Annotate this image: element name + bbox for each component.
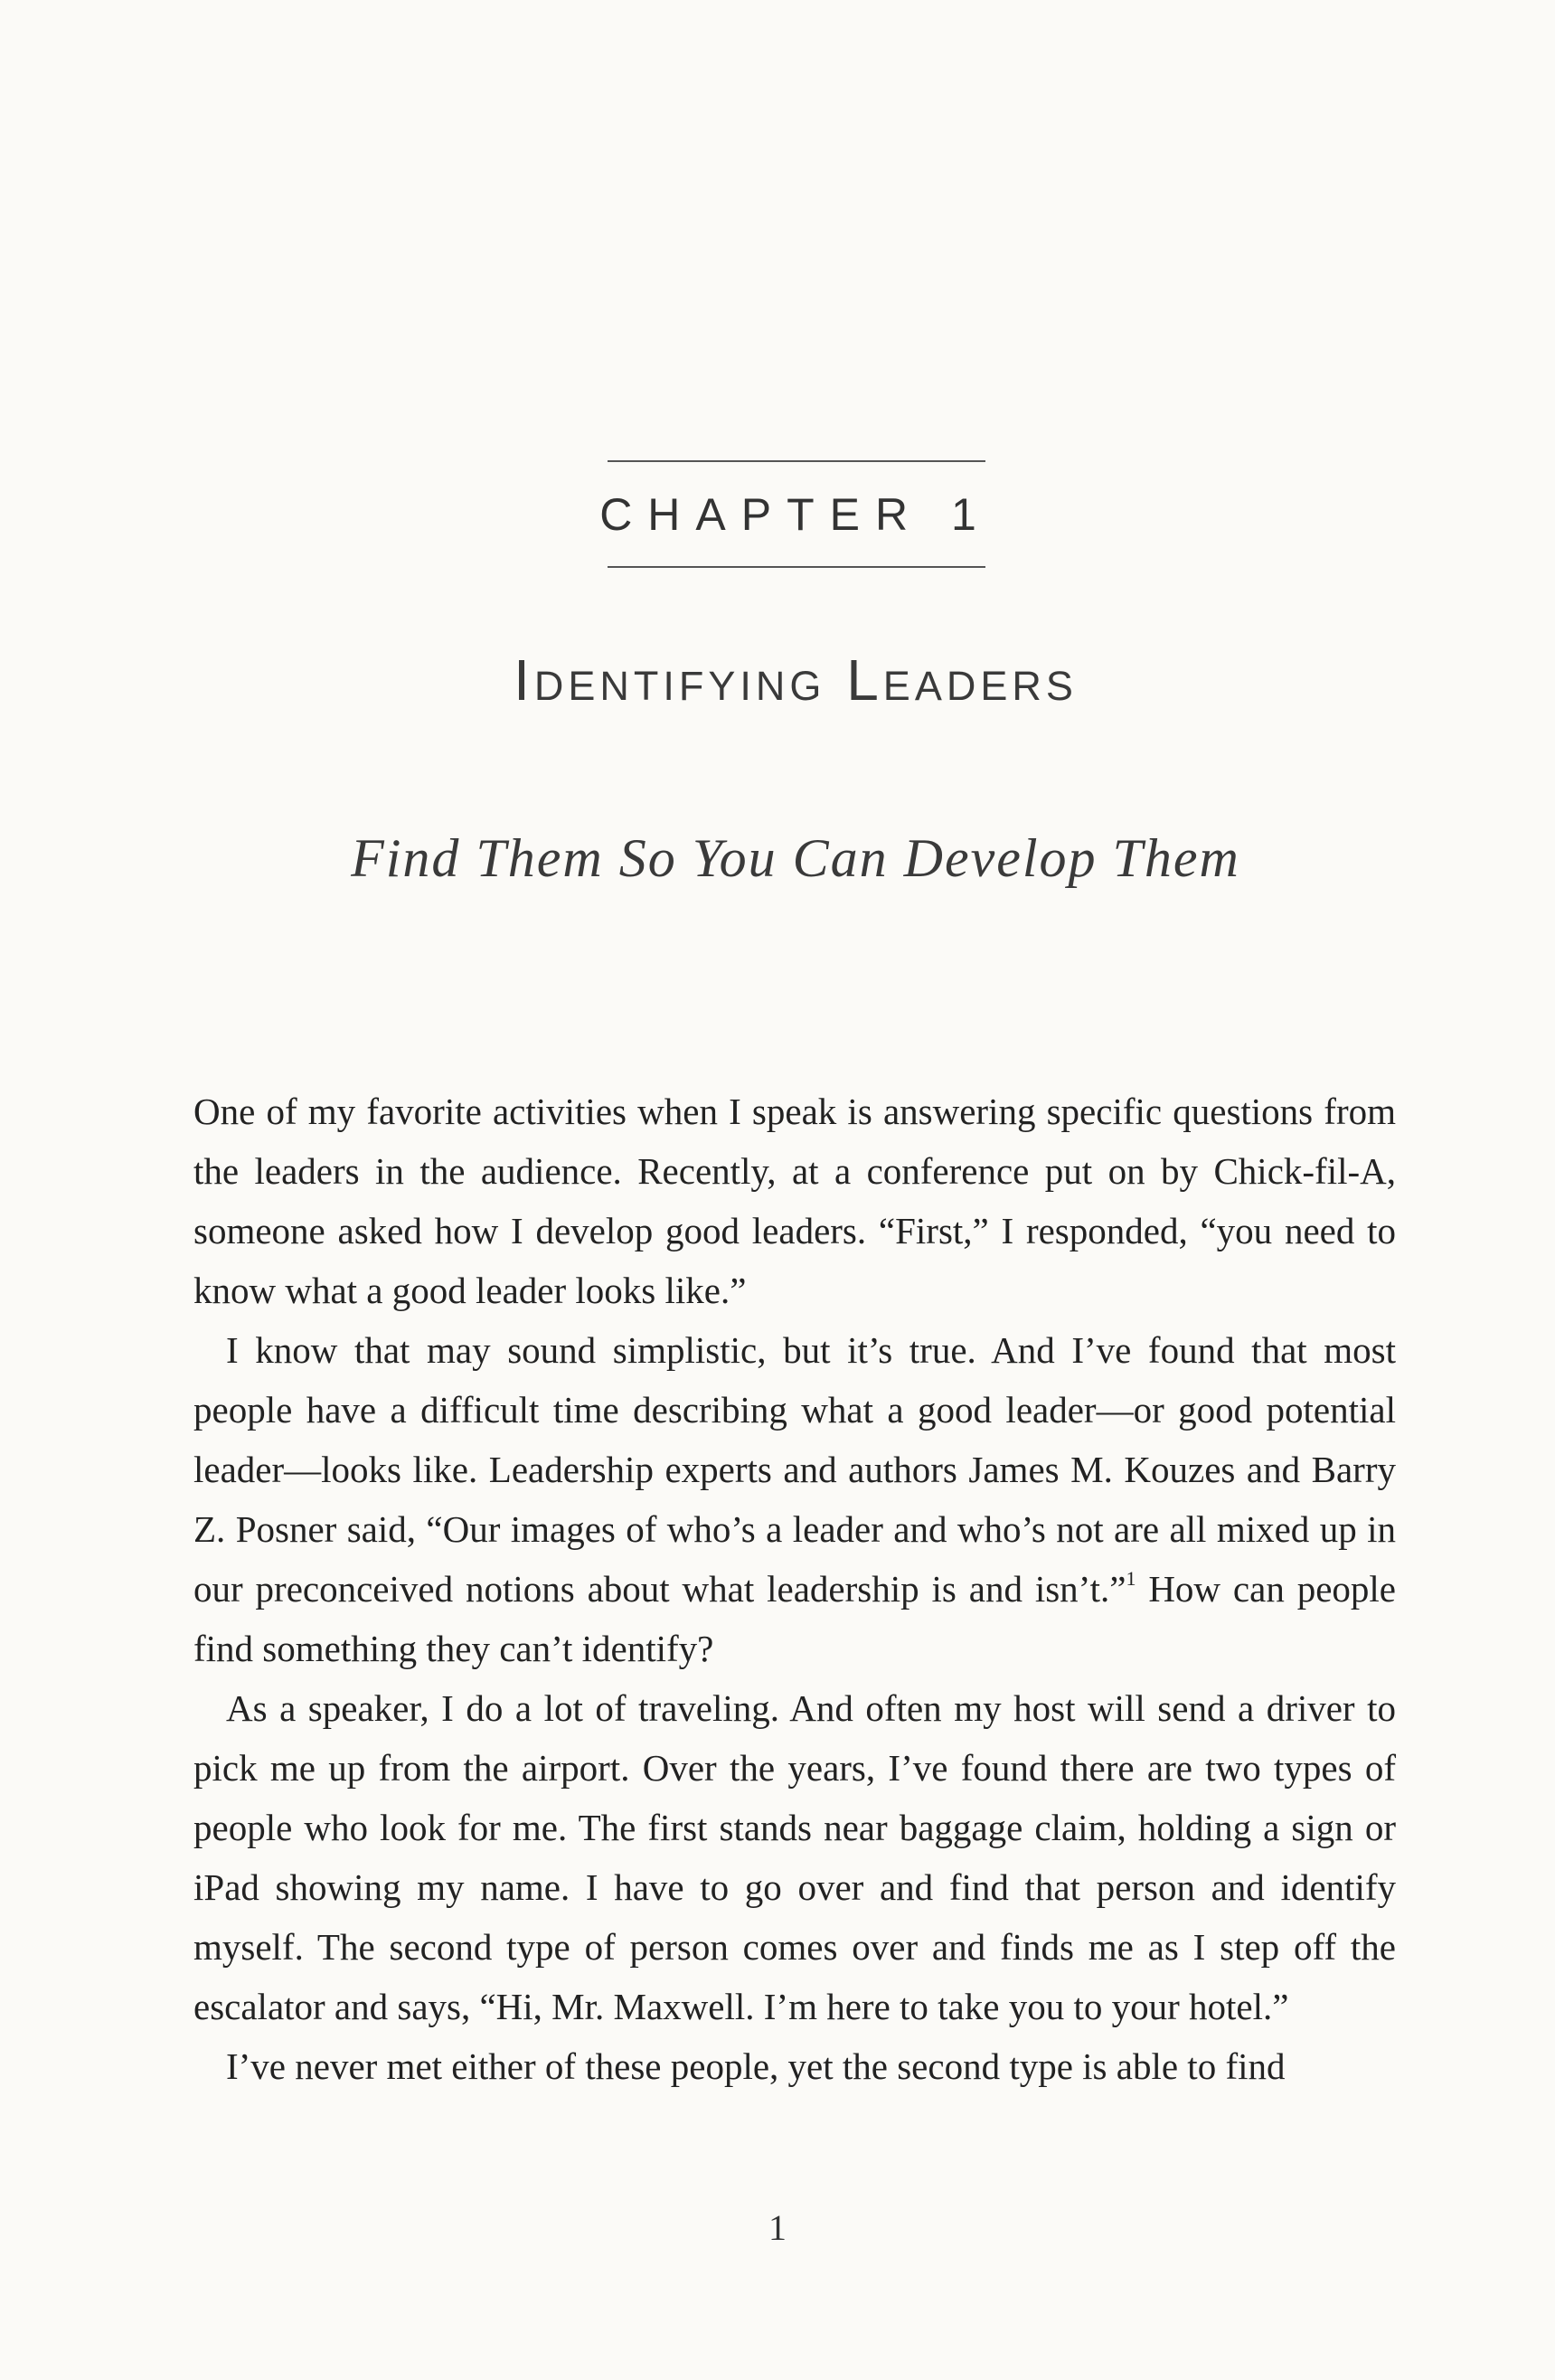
footnote-marker: 1 <box>1126 1567 1136 1590</box>
paragraph-2 <box>193 1320 1396 1678</box>
page-number: 1 <box>768 2207 787 2248</box>
chapter-title: Identifying Leaders <box>514 647 1078 713</box>
chapter-rule-bottom <box>608 566 985 568</box>
paragraph-2-main: I know that may sound simplistic, but it’s true. And I’ve found that most people have a difficult time describing what a good leader—or good potential leader—looks like. Leadership experts and authors James M. Kouzes and Barry Z. Posner said, “Our images of who’s a leader and who’s not are all mixed up in our preconceived notions about what leadership is and isn’t.” <box>193 1329 1396 1610</box>
paragraph-4: I’ve never met either of these people, yet the second type is able to find <box>226 2045 1286 2087</box>
body-text <box>193 1081 1396 2096</box>
paragraph-3: As a speaker, I do a lot of traveling. And often my host will send a driver to pick me up from the airport. Over the years, I’ve found there are two types of people who look for me. The first stands near baggage claim, holding a sign or iPad showing my name. I have to go over and find that person and identify myself. The second type of person comes over and finds me as I step off the escalator and says, “Hi, Mr. Maxwell. I’m here to take you to your hotel.” <box>193 1687 1396 2027</box>
paragraph-2-tail: How can people find something they can’t identify? <box>193 1568 1396 1669</box>
chapter-subtitle: Find Them So You Can Develop Them <box>351 828 1240 888</box>
chapter-rule-top <box>608 460 985 462</box>
chapter-label: CHAPTER 1 <box>599 489 992 540</box>
paragraph-1: One of my favorite activities when I speak is answering specific questions from the leaders in the audience. Recently, at a conference put on by Chick-fil-A, someone asked how I develop good leaders. “First,” I responded, “you need to know what a good leader looks like.” <box>193 1091 1396 1311</box>
